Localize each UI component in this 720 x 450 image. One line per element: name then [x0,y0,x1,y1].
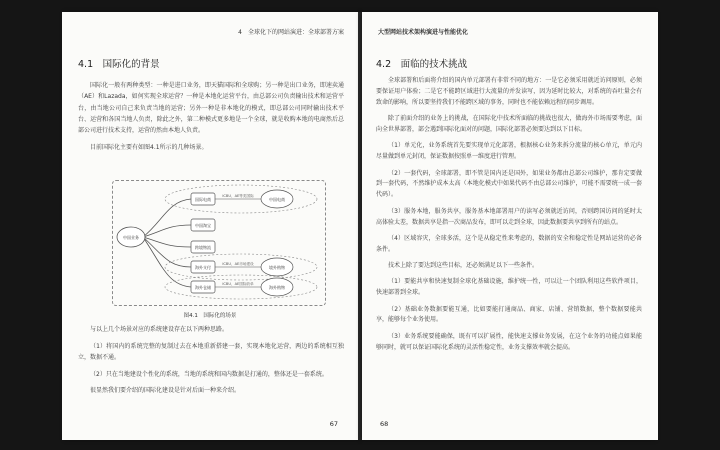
right-node-label: 中国电商 [269,197,285,202]
right-page [362,12,658,440]
paragraph: 与以上几个场景对应的系统建设存在以下两种思路。 [90,326,229,333]
node-label: 海外支付 [195,265,211,270]
figure-annotation: ICBU、AE国际收单 [222,282,254,286]
section-title-4-2: 4.2 面临的技术挑战 [376,59,468,70]
paragraph: 技术上除了要达到这些目标，还必须满足以下一些条件。 [388,262,539,270]
node-label: 海外仓储 [195,285,211,290]
node-label: 跨境物流 [195,245,211,250]
paragraph: 除了前面介绍的业务上的挑战，在国际化中技术所面临的挑战也很大，做海外市场需要考虑，面向全世界部署，部会遇到国际化面对的问题，国际化部署必须要达到以下目标。 [376,115,642,134]
node-label: 中国淘宝 [195,223,211,228]
figure-caption: 图4.1 国际化的场景 [183,313,237,319]
body-text-after-figure [78,324,344,402]
paragraph: （1）单元化，业务系统首先要实现单元化部署，根据核心业务来拆分流量的核心单元，单元内尽量做到单元封闭，保证数据按照单一维度进行管理。 [376,142,642,161]
figure-annotation: ICBU、AE市场建设 [222,262,254,266]
paragraph: （1）要能共享和快速复制全球化基础设施，维护统一性，可以让一个团队利用这些软件项目，快速部署到全球。 [376,278,642,297]
right-node-label: 境外购物 [269,265,285,270]
paragraph: （1）将国内的系统完整的复制过去在本地重新搭建一套，实现本地化运营，两边的系统相互独立，数据不通。 [78,342,344,361]
body-text-right [376,76,642,359]
running-head-left: 4 全球化下的网站演进：全球部署方案 [238,29,344,36]
right-node-label: 海外购物 [269,285,285,290]
page-number-left: 67 [329,420,338,428]
paragraph: 国际化一般有两种类型：一种是进口业务，即天猫国际和全球购；另一种是出口业务，即速卖通（AE）和Lazada，如何实现全球运营？一种是本地化运营平台，由总部公司负责输出技术和运营平台，由当地公司自己来负责当地的运营；另外一种是非本地化的模式，即总部公司同时输出技术平台、运营和各国当地人负责，除此之外，第二种模式更多地是一个全球，就是收购本地的电商然后总部公司进行技术支持，运营的然由本地人负责。 [78,82,344,135]
center-node-label: 中国业务 [123,235,139,240]
left-page [62,12,358,440]
paragraph: （3）业务系统要能确保，既有可以扩展性，能快速支撑业务发展，在这个业务的功能点如果能够同时，就可以保证国际化系统的灵活性稳定性，业务支撑效率就会提高。 [376,332,642,351]
paragraph: 目前国际化主要有如图4.1所示的几种场景。 [90,143,208,151]
paragraph: 很显然我们要介绍的国际化建设是针对后面一种来介绍。 [90,387,241,395]
paragraph: （4）区域容灾，全球多活，这个是从稳定性来考虑的，数据的安全和稳定性是网站运营的必备条件。 [376,234,642,253]
paragraph: （2）基础业务数据要能互通，比如要能打通商品、商家、店铺、营销数据，整个数据要能共享，能够每个业务使用。 [376,305,642,324]
figure-diagram [113,181,325,305]
paragraph: （3）服务本地，服务共享，服务基本地部署用户的读写必须就近访问，否则跨国访问的延时太高体验太差，数据共享是指一次商品发布，即可以走到全球，因此数据要共享到所有的站点。 [376,207,642,226]
body-text-before-figure [78,80,344,159]
page-number-right: 68 [380,420,389,428]
paragraph: （2）只在当地建设个性化的系统，当地的系统和国内数据是打通的，整体还是一套系统。 [90,370,328,378]
running-head-right: 大型网站技术架构演进与性能优化 [378,29,469,36]
figure-4-1 [112,180,326,306]
section-title-4-1: 4.1 国际化的背景 [78,59,160,70]
paragraph: （2）一套代码，全球部署，即不管是国内还是国外，如果业务都由总部公司维护，那肯定要做到一套代码，不然维护成本太高（本地化模式中如果代码不由总部公司维护，可能不需要统一成一套代码）。 [376,169,642,199]
paragraph: 全球部署和后面将介绍的国内单元部署有非常不同的地方：一是它必须采用就近访问原则，必须要保证用户体验；二是它不能跨区域进行大流量的并发读写，因为延时比较大，对系统的吞吐量会有致命的影响，所以要坚持我们不能跨区域的事务，同时也不能依赖远程的同步调用。 [376,77,642,106]
node-label: 国际电商 [195,197,211,202]
figure-annotation: ICBU、AE等类国际 [222,194,254,198]
